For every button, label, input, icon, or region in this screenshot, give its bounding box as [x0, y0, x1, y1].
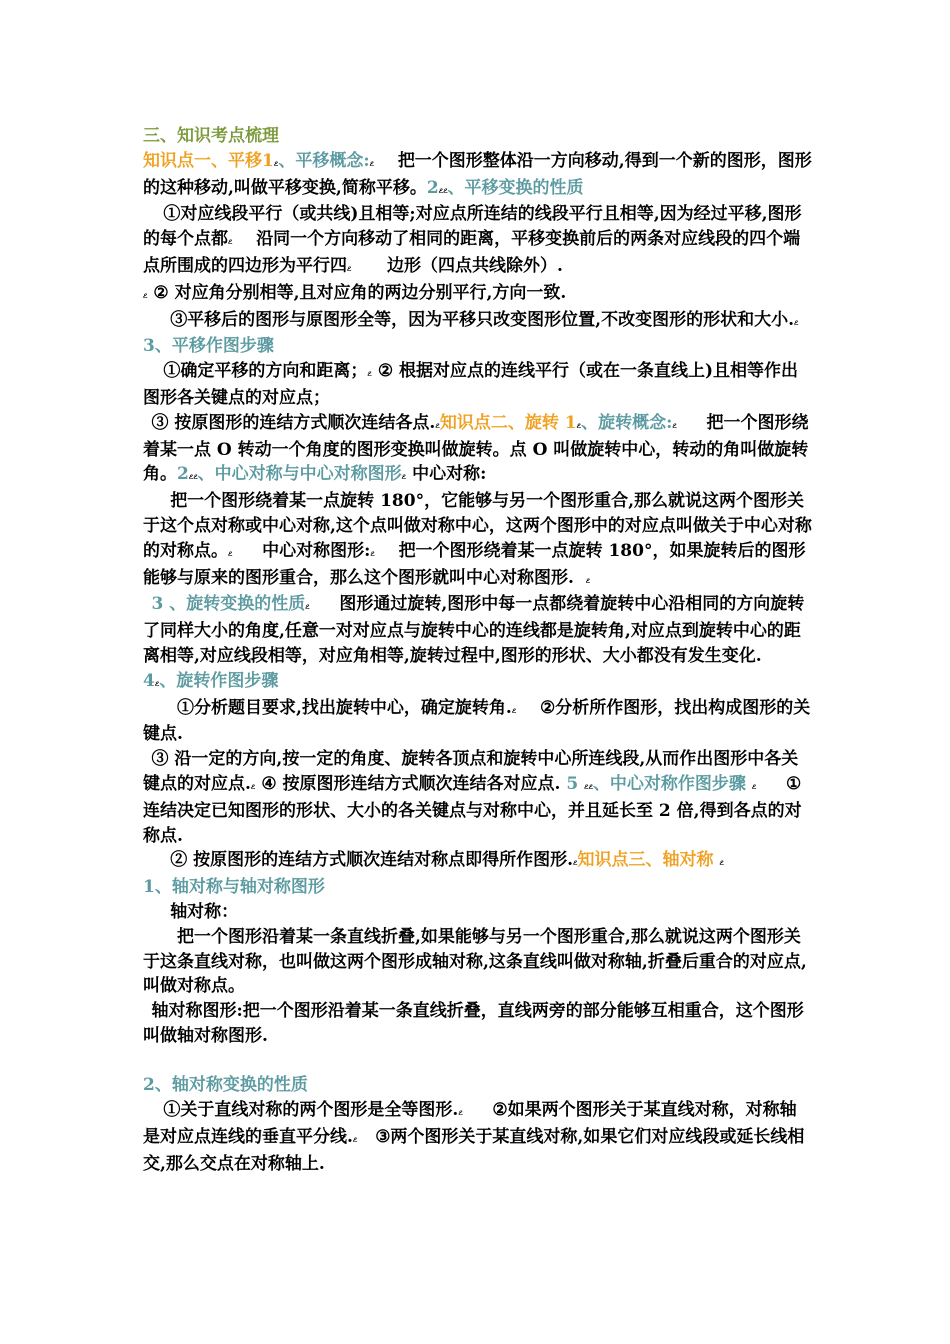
kp1-steps-heading — [143, 334, 813, 359]
kp2-concept-text: 把一个图形绕着某一点 O 转动一个角度的图形变换叫做旋转。点 O 叫做旋转中心，转动的角叫做旋转角。 — [143, 412, 809, 485]
paragraph-mark: ޱ — [143, 287, 148, 301]
paragraph-mark: ޱ — [228, 234, 233, 248]
kp1-prop1 — [143, 202, 813, 280]
kp2-sym-step2: ② 按原图形的连结方式顺次连结对称点即得所作图形. — [170, 850, 574, 871]
kp2-steps-heading — [143, 669, 813, 696]
kp2-central-sym-line — [143, 489, 813, 592]
paragraph-mark: ޱ — [443, 182, 448, 196]
paragraph-mark: ޱ — [458, 1105, 463, 1119]
paragraph-mark: ޱ — [576, 417, 582, 431]
kp2-steps-label: 、旋转作图步骤 — [159, 670, 279, 691]
kp3-sub1-label: 1、轴对称与轴对称图形 — [143, 877, 325, 898]
paragraph-mark: ޱ — [154, 675, 160, 689]
kp3-props-line — [143, 1098, 813, 1176]
kp1-step1: ①确定平移的方向和距离； — [163, 361, 368, 382]
kp3-prop1: ①关于直线对称的两个图形是全等图形. — [163, 1100, 459, 1121]
kp3-prop3: ③两个图形关于某直线对称,如果它们对应线段或延长线相交,那么交点在对称轴上. — [143, 1127, 805, 1174]
kp2-sym-step1: ① 连结决定已知图形的形状、大小的各关键点与对称中心，并且延长至 2 倍,得到各点的对称点. — [143, 773, 802, 846]
kp2-step3: ③ 沿一定的方向,按一定的角度、旋转各顶点和旋转中心所连线段,从而作出图形中各关键点的对应点. — [143, 749, 799, 794]
kp1-prop1a: ①对应线段平行（或共线)且相等;对应点所连结的线段平行且相等,因为经过平移,图形的每个点都 — [143, 204, 802, 250]
kp2-sym-steps-label: 、中心对称作图步骤 — [592, 773, 746, 794]
kp2-step1: ①分析题目要求,找出旋转中心，确定旋转角. — [177, 697, 512, 718]
paragraph-mark: ޱ — [435, 417, 440, 431]
kp3-sub2-heading — [143, 1073, 813, 1098]
kp1-prop1c: 边形（四点共线除外）. — [387, 255, 563, 276]
kp1-num1: 1 — [262, 150, 274, 171]
kp1-prop3-line — [143, 308, 813, 335]
kp2-num2: 2 — [177, 464, 189, 485]
kp1-concept-label: 、平移概念: — [278, 150, 370, 171]
paragraph-mark: ޱ — [347, 260, 352, 274]
kp1-concept-text: 把一个图形整体沿一方向移动,得到一个新的图形，图形的这种移动,叫做平移变换,简称平移。 — [143, 150, 812, 198]
section-title-text: 三、知识考点梳理 — [143, 126, 279, 146]
kp1-props-label: 、平移变换的性质 — [447, 177, 584, 198]
kp1-heading: 知识点一、平移 — [143, 150, 262, 171]
kp2-central-fig-text: 把一个图形绕着某一点旋转 180°，如果旋转后的图形能够与原来的图形重合，那么这个图形就叫中心对称图形. — [143, 540, 806, 588]
paragraph-mark: ޱ — [672, 417, 677, 431]
paragraph-mark: ޱ — [352, 1132, 358, 1146]
kp3-sub1-heading — [143, 875, 813, 900]
kp2-paragraph — [143, 411, 813, 489]
kp1-paragraph — [143, 149, 813, 203]
paragraph-mark: ޱ — [401, 469, 407, 483]
kp2-step2: ②分析所作图形，找出构成图形的关键点. — [143, 697, 811, 745]
kp1-prop3: ③平移后的图形与原图形全等，因为平移只改变图形位置,不改变图形的形状和大小. — [170, 309, 795, 330]
paragraph-mark: ޱ — [228, 545, 233, 559]
paragraph-mark: ޱ — [188, 469, 194, 483]
paragraph-mark: ޱ — [585, 572, 591, 586]
paragraph-mark: ޱ — [719, 855, 724, 869]
kp2-central-sym-label: 中心对称: — [412, 464, 487, 485]
paragraph-mark: ޱ — [250, 778, 256, 792]
kp2-props-line — [143, 592, 813, 668]
paragraph-mark: ޱ — [794, 314, 799, 328]
kp2-props-text: 图形通过旋转,图形中每一点都绕着旋转中心沿相同的方向旋转了同样大小的角度,任意一对对应点与旋转中心的连线都是旋转角,对应点到旋转中心的距离相等,对应线段相等，对应角相等,旋转过程中,图形的形状、大小都没有发生变化. — [143, 594, 805, 666]
section-title — [143, 124, 813, 149]
kp1-prop2-line — [143, 281, 813, 308]
kp3-axis-sym-label-line — [143, 900, 813, 925]
paragraph-mark: ޱ — [588, 778, 593, 792]
kp2-heading: 知识点二、旋转 — [439, 412, 559, 433]
kp2-concept-label: 、旋转概念: — [581, 412, 673, 433]
kp3-axis-sym-text: 把一个图形沿着某一条直线折叠,如果能够与另一个图形重合,那么就说这两个图形关于这条直线对称，也叫做这两个图形成轴对称,这条直线叫做对称轴,折叠后重合的对应点,叫做对称点。 — [143, 926, 807, 997]
paragraph-mark: ޱ — [511, 702, 517, 716]
kp2-props-label: 3 、旋转变换的性质 — [151, 594, 306, 615]
paragraph-mark: ޱ — [305, 599, 310, 613]
paragraph-mark: ޱ — [369, 155, 375, 169]
kp1-num2: 2 — [426, 177, 439, 198]
paragraph-mark: ޱ — [370, 545, 375, 559]
paragraph-mark: ޱ — [438, 182, 444, 196]
kp1-prop2: ② 对应角分别相等,且对应角的两边分别平行,方向一致. — [153, 282, 567, 303]
paragraph-mark: ޱ — [367, 366, 372, 380]
kp1-steps-line — [143, 359, 813, 411]
kp2-central-fig-label: 中心对称图形: — [262, 540, 371, 561]
kp1-step3: ③ 按原图形的连结方式顺次连结各点. — [151, 412, 436, 433]
kp2-sym-label: 、中心对称与中心对称图形 — [197, 464, 402, 485]
kp3-axis-sym-label: 轴对称： — [170, 901, 239, 922]
kp2-num5: 5 — [566, 773, 579, 794]
paragraph-mark: ޱ — [751, 778, 757, 792]
kp2-central-sym-text: 把一个图形绕着某一点旋转 180°，它能够与另一个图形重合,那么就说这两个图形关于这个点对称或中心对称,这个点叫做对称中心，这两个图形中的对应点叫做关于中心对称的对称点。 — [143, 491, 812, 561]
kp3-axis-fig-line — [143, 999, 813, 1049]
kp2-num1: 1 — [564, 412, 577, 433]
kp3-paragraph — [143, 848, 813, 875]
kp3-axis-fig-text: 轴对称图形:把一个图形沿着某一条直线折叠，直线两旁的部分能够互相重合，这个图形叫做轴对称图形. — [143, 1001, 804, 1046]
kp2-num4: 4 — [143, 670, 155, 691]
kp2-step3-line — [143, 747, 813, 848]
paragraph-mark: ޱ — [573, 855, 578, 869]
document-body — [143, 124, 813, 1177]
kp3-sub2-label: 2、轴对称变换的性质 — [143, 1075, 308, 1096]
kp1-step2: ② 根据对应点的连线平行（或在一条直线上)且相等作出图形各关键点的对应点； — [143, 361, 799, 408]
blank-line — [143, 1049, 813, 1074]
kp2-steps-line — [143, 696, 813, 748]
kp1-prop1b: 沿同一个方向移动了相同的距离，平移变换前后的两条对应线段的四个端点所围成的四边形为平行四 — [143, 229, 801, 276]
kp3-heading: 知识点三、轴对称 — [577, 850, 714, 871]
kp3-axis-sym-line — [143, 925, 813, 999]
kp2-step4: ④ 按原图形连结方式顺次连结各对应点. — [261, 773, 561, 794]
paragraph-mark: ޱ — [273, 155, 279, 169]
kp3-prop2: ②如果两个图形关于某直线对称，对称轴是对应点连线的垂直平分线. — [143, 1100, 797, 1148]
paragraph-mark: ޱ — [193, 469, 198, 483]
paragraph-mark: ޱ — [584, 778, 589, 792]
kp1-steps-label: 3、平移作图步骤 — [143, 336, 274, 357]
